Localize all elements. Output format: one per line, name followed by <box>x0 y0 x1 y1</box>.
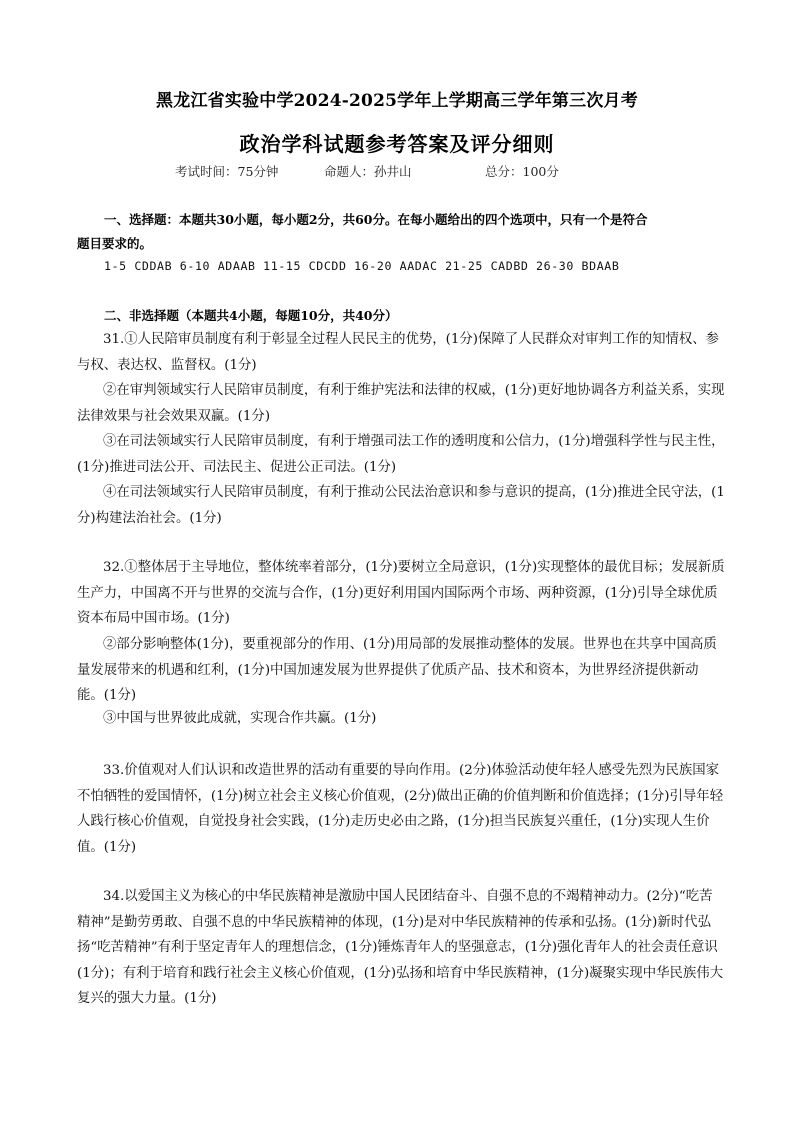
q32-point2: ②部分影响整体(1分)，要重视部分的作用、(1分)用局部的发展推动整体的发展。世界也在共享中国高质量发展带来的机遇和红利，(1分)中国加速发展为世界提供了优质产品、技术和资本，为世界经济提供新动能。(1分) <box>77 637 717 704</box>
choice-answers: 1-5 CDDAB 6-10 ADAAB 11-15 CDCDD 16-20 AADAC 21-25 CADBD 26-30 BDAAB <box>104 259 620 273</box>
answer-key-title: 政治学科试题参考答案及评分细则 <box>239 132 555 156</box>
section1-heading: 一、选择题：本题共30小题，每小题2分，共60分。在每小题给出的四个选项中，只有一个是符合 <box>104 212 648 227</box>
q32-point3: ③中国与世界彼此成就，实现合作共赢。(1分) <box>103 711 377 726</box>
q31-point2: ②在审判领域实行人民陪审员制度，有利于维护宪法和法律的权威，(1分)更好地协调各方利益关系，实现法律效果与社会效果双赢。(1分) <box>77 383 725 424</box>
total-score: 总分：100分 <box>485 164 559 179</box>
q33-answer: 33.价值观对人们认识和改造世界的活动有重要的导向作用。(2分)体验活动使年轻人感受先烈为民族国家不怕牺牲的爱国情怀，(1分)树立社会主义核心价值观，(2分)做出正确的价值判断和价值选择；(1分)引导年轻人践行核心价值观，自觉投身社会实践，(1分)走历史必由之路，(1分)担当民族复兴重任，(1分)实现人生价值。(1分) <box>77 763 724 855</box>
q32-point1: 32.①整体居于主导地位，整体统率着部分，(1分)要树立全局意识，(1分)实现整体的最优目标；发展新质生产力，中国离不开与世界的交流与合作，(1分)更好利用国内国际两个市场、两种资源，(1分)引导全球优质资本布局中国市场。(1分) <box>77 560 725 627</box>
q31-point4: ④在司法领域实行人民陪审员制度，有利于推动公民法治意识和参与意识的提高，(1分)推进全民守法，(1分)构建法治社会。(1分) <box>77 485 725 526</box>
section1-heading-cont: 题目要求的。 <box>77 236 153 251</box>
exam-author: 命题人：孙井山 <box>324 164 412 179</box>
q31-point3: ③在司法领域实行人民陪审员制度，有利于增强司法工作的透明度和公信力，(1分)增强科学性与民主性，(1分)推进司法公开、司法民主、促进公正司法。(1分) <box>77 434 725 475</box>
q31-point1: 31.①人民陪审员制度有利于彰显全过程人民民主的优势，(1分)保障了人民群众对审判工作的知情权、参与权、表达权、监督权。(1分) <box>77 332 720 373</box>
section2-heading: 二、非选择题（本题共4小题，每题10分，共40分） <box>104 308 398 323</box>
exam-time: 考试时间：75分钟 <box>175 164 279 179</box>
q34-answer: 34.以爱国主义为核心的中华民族精神是激励中国人民团结奋斗、自强不息的不竭精神动力。(2分)“吃苦精神”是勤劳勇敢、自强不息的中华民族精神的体现，(1分)是对中华民族精神的传承和弘扬。(1分)新时代弘扬“吃苦精神”有利于坚定青年人的理想信念，(1分)锤炼青年人的坚强意志，(1分)强化青年人的社会责任意识(1分)；有利于培育和践行社会主义核心价值观，(1分)弘扬和培育中华民族精神，(1分)凝聚实现中华民族伟大复兴的强大力量。(1分) <box>77 889 724 1007</box>
exam-title: 黑龙江省实验中学2024-2025学年上学期高三学年第三次月考 <box>156 91 638 111</box>
